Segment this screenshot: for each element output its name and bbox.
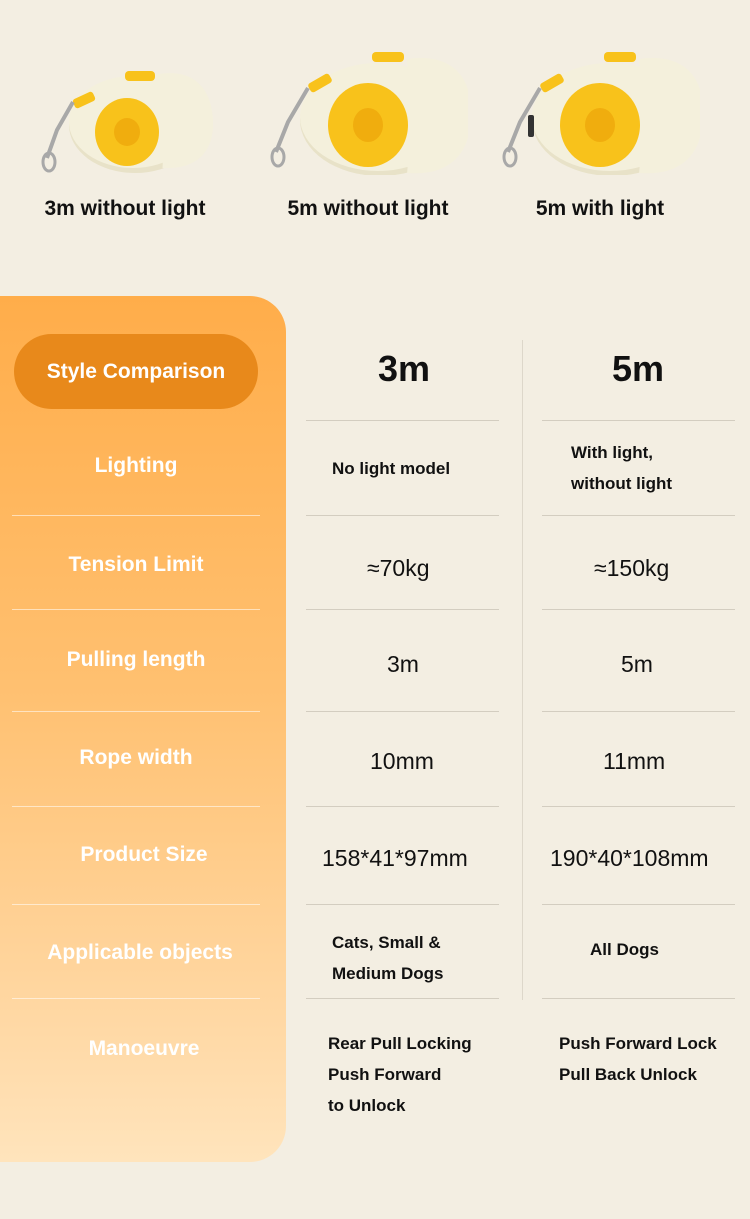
- row-label-rope-width: Rope width: [79, 746, 193, 769]
- cell-rope-3m: 10mm: [370, 748, 434, 774]
- divider: [306, 420, 499, 421]
- row-label-manoeuvre: Manoeuvre: [88, 1037, 200, 1060]
- row-label-lighting: Lighting: [94, 454, 178, 477]
- column-header-5m: 5m: [612, 348, 665, 389]
- product-caption: 3m without light: [44, 197, 206, 220]
- cell-manoeuvre-3m-line2: Push Forward: [328, 1065, 442, 1084]
- cell-manoeuvre-5m-line1: Push Forward Lock: [559, 1034, 717, 1053]
- divider: [12, 904, 260, 905]
- divider: [542, 515, 735, 516]
- cell-tension-5m: ≈150kg: [594, 555, 670, 581]
- divider: [306, 711, 499, 712]
- divider: [542, 609, 735, 610]
- column-divider: [522, 340, 523, 1000]
- leash-5m-light-image: [500, 40, 700, 175]
- divider: [542, 904, 735, 905]
- row-label-pulling-length: Pulling length: [66, 648, 206, 671]
- product-gallery: [0, 0, 750, 260]
- divider: [12, 806, 260, 807]
- cell-pulling-3m: 3m: [387, 651, 419, 677]
- cell-lighting-3m: No light model: [332, 459, 451, 478]
- divider: [306, 998, 499, 999]
- divider: [306, 806, 499, 807]
- product-caption: 5m without light: [287, 197, 449, 220]
- divider: [12, 998, 260, 999]
- row-label-tension-limit: Tension Limit: [68, 553, 204, 576]
- divider: [542, 806, 735, 807]
- cell-size-3m: 158*41*97mm: [322, 845, 468, 871]
- divider: [306, 515, 499, 516]
- product-5m-without-light: [268, 40, 468, 221]
- cell-lighting-5m-line2: without light: [571, 474, 673, 493]
- product-5m-with-light: [495, 40, 705, 221]
- divider: [542, 998, 735, 999]
- divider: [306, 904, 499, 905]
- cell-tension-3m: ≈70kg: [367, 555, 430, 581]
- column-header-3m: 3m: [378, 348, 431, 389]
- cell-objects-3m-line2: Medium Dogs: [332, 964, 444, 983]
- divider: [542, 711, 735, 712]
- cell-rope-5m: 11mm: [603, 748, 666, 774]
- product-caption: 5m with light: [535, 197, 665, 220]
- leash-3m-image: [35, 40, 215, 175]
- divider: [12, 711, 260, 712]
- cell-objects-5m: All Dogs: [590, 940, 659, 959]
- row-label-product-size: Product Size: [80, 843, 208, 866]
- cell-lighting-5m-line1: With light,: [571, 443, 653, 462]
- cell-manoeuvre-5m-line2: Pull Back Unlock: [559, 1065, 697, 1084]
- leash-5m-image: [268, 40, 468, 175]
- cell-manoeuvre-3m-line1: Rear Pull Locking: [328, 1034, 472, 1053]
- divider: [542, 420, 735, 421]
- style-comparison-header: Style Comparison: [14, 334, 258, 409]
- label-panel: [0, 296, 286, 1162]
- divider: [306, 609, 499, 610]
- divider: [12, 515, 260, 516]
- cell-manoeuvre-3m-line3: to Unlock: [328, 1096, 406, 1115]
- cell-objects-3m-line1: Cats, Small &: [332, 933, 441, 952]
- divider: [12, 609, 260, 610]
- row-label-applicable-objects: Applicable objects: [47, 941, 233, 964]
- cell-size-5m: 190*40*108mm: [550, 845, 709, 871]
- cell-pulling-5m: 5m: [621, 651, 653, 677]
- product-3m-without-light: [30, 40, 220, 221]
